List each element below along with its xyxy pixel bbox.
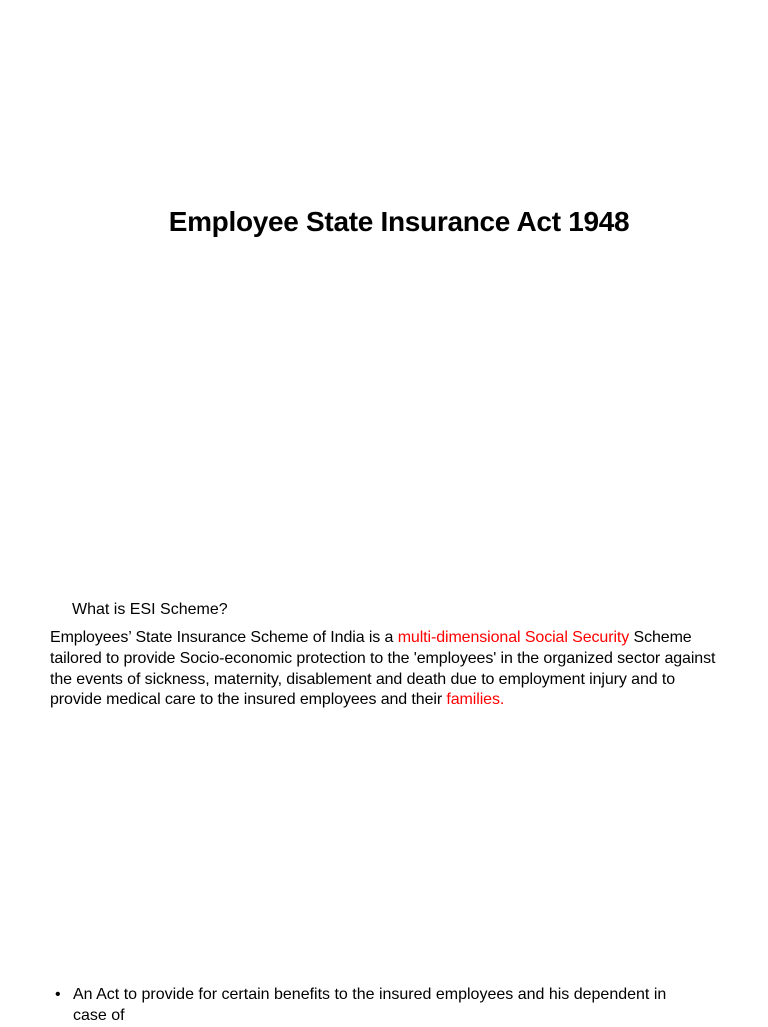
paragraph-text-part-2: Scheme tailored to provide Socio-economic protection to the 'employees' in the organized sector against the events of sickness, maternity, disablement and death due to employment injury and to provide medical care to the insured employees and their — [50, 629, 716, 709]
title-container — [0, 202, 768, 242]
page-title: Employee State Insurance Act 1948 — [168, 206, 630, 237]
question-heading: What is ESI Scheme? — [72, 601, 228, 618]
paragraph-text-part-1: Employees’ State Insurance Scheme of India is a — [50, 629, 398, 646]
highlight-social-security: multi-dimensional Social Security — [397, 629, 630, 646]
bullet-list-item — [55, 985, 695, 1027]
esi-description-paragraph — [50, 628, 730, 711]
bullet-text: An Act to provide for certain benefits to the insured employees and his dependent in case of — [73, 986, 667, 1024]
bullet-marker: • — [55, 986, 61, 1003]
highlight-families: families. — [446, 691, 505, 709]
